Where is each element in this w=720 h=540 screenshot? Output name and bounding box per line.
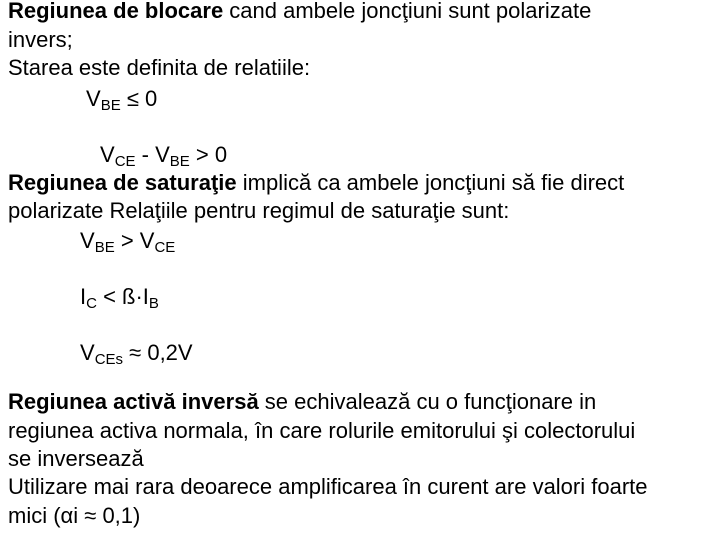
blocking-relation-vce: $V_{CE} - V_{BE} > 0$ [100,142,228,170]
inverse-line-3: se inversează [8,446,144,471]
blocking-title: Regiunea de blocare [8,0,224,23]
inverse-line-1 [8,389,596,414]
blocking-relation-vbe: $V_{BE} \le 0$ [86,86,158,114]
inverse-line-5: mici (αi ≈ 0,1) [8,503,141,528]
blocking-line-3: Starea este definita de relatiile: [8,55,311,80]
inverse-line-2: regiunea activa normala, în care rolurile emitorului şi colectorului [8,418,636,443]
saturation-title: Regiunea de saturaţie [8,170,237,195]
saturation-relation-2: $I_C$ < $ß\cdot I_B$ [80,284,159,312]
blocking-line-1 [8,0,591,23]
inverse-line-4: Utilizare mai rara deoarece amplificarea în curent are valori foarte [8,474,648,499]
saturation-line-2: polarizate Relaţiile pentru regimul de saturaţie sunt: [8,198,510,223]
saturation-relation-1: $V_{BE} > V_{CE}$ [80,228,176,256]
saturation-relation-3: $V_{CEs} \approx 0,2V$ [80,340,193,368]
blocking-line-2: invers; [8,27,73,52]
saturation-line-1-text: implică ca ambele joncţiuni să fie direct [236,170,625,195]
inverse-title: Regiunea activă inversă [8,389,259,414]
blocking-line-1-text: cand ambele joncţiuni sunt polarizate [223,0,592,23]
saturation-line-1 [8,170,624,195]
inverse-line-1-text: se echivalează cu o funcţionare in [258,389,597,414]
